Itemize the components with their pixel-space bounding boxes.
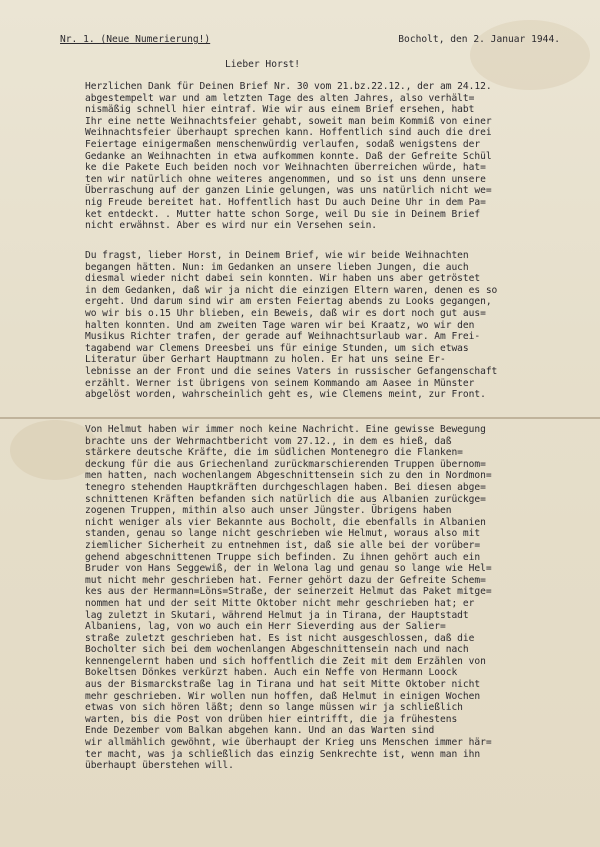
text-line: nig Freude bereitet hat. Hoffentlich hast Du auch Deine Uhr in dem Pa= <box>85 196 486 208</box>
text-line: erzählt. Werner ist übrigens von seinem Kommando am Aasee in Münster <box>85 377 475 389</box>
text-line: ter macht, was ja schließlich das einzig Senkrechte ist, wenn man ihn <box>85 748 481 760</box>
text-line: straße zuletzt geschrieben hat. Es ist nicht ausgeschlossen, daß die <box>85 632 475 644</box>
paragraph-3 <box>85 424 595 772</box>
text-line: men hatten, nach wochenlangem Abgeschnittensein sich zu den in Nordmon= <box>85 470 492 482</box>
text-line: nicht erwähnst. Aber es wird nur ein Versehen sein. <box>85 220 378 232</box>
text-line: Bruder von Hans Seggewiß, der in Welona lag und genau so lange wie Hel= <box>85 563 492 575</box>
paragraph-1 <box>85 81 595 232</box>
text-line: Albaniens, lag, von wo auch ein Herr Sieverding aus der Salier= <box>85 621 446 633</box>
paper-stain <box>470 20 590 90</box>
text-line: ke die Pakete Euch beiden noch vor Weihnachten überreichen würde, hat= <box>85 162 486 174</box>
text-line: aus der Bismarckstraße lag in Tirana und hat seit Mitte Oktober nicht <box>85 679 481 691</box>
text-line: mut nicht mehr geschrieben hat. Ferner gehört dazu der Gefreite Schem= <box>85 574 486 586</box>
text-line: ten wir natürlich ohne weiteres angenommen, und so ist uns denn unsere <box>85 173 486 185</box>
text-line: wo wir bis o.15 Uhr blieben, ein Beweis, daß wir es dort noch gut aus= <box>85 307 486 319</box>
text-line: nommen hat und der seit Mitte Oktober nicht mehr geschrieben hat; er <box>85 597 475 609</box>
text-line: mehr geschrieben. Wir wollen nun hoffen, daß Helmut in einigen Wochen <box>85 690 481 702</box>
text-line: nismäßig schnell hier eintraf. Wie wir aus einem Brief ersehen, habt <box>85 104 475 116</box>
text-line: gehend abgeschnittenen Truppe sich befinden. Zu ihnen gehört auch ein <box>85 551 481 563</box>
text-line: warten, bis die Post von drüben hier eintrifft, die ja frühestens <box>85 713 458 725</box>
text-line: ziemlicher Sicherheit zu entnehmen ist, daß sie alle bei der vorüber= <box>85 539 481 551</box>
text-line: Bocholter sich bei dem wochenlangen Abgeschnittensein nach und nach <box>85 644 469 656</box>
text-line: Du fragst, lieber Horst, in Deinem Brief, wie wir beide Weihnachten <box>85 250 469 261</box>
text-line: schnittenen Kräften befanden sich natürlich die aus Albanien zurückge= <box>85 493 486 505</box>
text-line: stärkere deutsche Kräfte, die im südlichen Montenegro die Flanken= <box>85 447 463 459</box>
letter-number: Nr. 1. (Neue Numerierung!) <box>60 34 211 45</box>
text-line: Herzlichen Dank für Deinen Brief Nr. 30 vom 21.bz.22.12., der am 24.12. <box>85 81 492 92</box>
text-line: Ende Dezember vom Balkan abgehen kann. Und an das Warten sind <box>85 725 435 737</box>
text-line: nicht weniger als vier Bekannte aus Bocholt, die ebenfalls in Albanien <box>85 516 486 528</box>
text-line: Feiertage einigermaßen menschenwürdig verlaufen, sodaß wenigstens der <box>85 138 481 150</box>
text-line: diesmal wieder nicht dabei sein konnten. Wir haben uns aber getröstet <box>85 273 481 285</box>
text-line: halten konnten. Und am zweiten Tage waren wir bei Kraatz, wo wir den <box>85 319 475 331</box>
text-line: begangen hätten. Nun: im Gedanken an unsere lieben Jungen, die auch <box>85 261 469 273</box>
text-line: in dem Gedanken, daß wir ja nicht die einzigen Eltern waren, denen es so <box>85 284 498 296</box>
text-line: ergeht. Und darum sind wir am ersten Feiertag abends zu Looks gegangen, <box>85 296 492 308</box>
paper-fold <box>0 417 600 419</box>
text-line: Überraschung auf der ganzen Linie gelungen, was uns natürlich nicht we= <box>85 185 492 197</box>
text-line: tagabend war Clemens Dreesbei uns für einige Stunden, um sich etwas <box>85 342 469 354</box>
letter-header <box>60 34 560 46</box>
text-line: Literatur über Gerhart Hauptmann zu holen. Er hat uns seine Er- <box>85 354 446 366</box>
text-line: Bokeltsen Dönkes verkürzt haben. Auch ein Neffe von Hermann Loock <box>85 667 458 679</box>
text-line: Musikus Richter trafen, der gerade auf Weihnachtsurlaub war. Am Frei- <box>85 331 481 343</box>
paragraph-2 <box>85 250 595 401</box>
text-line: lebnisse an der Front und die seines Vaters in russischer Gefangenschaft <box>85 365 498 377</box>
text-line: wir allmählich gewöhnt, wie überhaupt der Krieg uns Menschen immer här= <box>85 737 492 749</box>
text-line: Gedanke an Weihnachten in etwa aufkommen konnte. Daß der Gefreite Schül <box>85 150 492 162</box>
text-line: kennengelernt haben und sich hoffentlich die Zeit mit dem Erzählen von <box>85 655 486 667</box>
text-line: brachte uns der Wehrmachtbericht vom 27.12., in dem es hieß, daß <box>85 435 452 447</box>
text-line: deckung für die aus Griechenland zurückmarschierenden Truppen übernom= <box>85 458 486 470</box>
text-line: zogenen Truppen, mithin also auch unser Jüngster. Übrigens haben <box>85 505 452 517</box>
place-date: Bocholt, den 2. Januar 1944. <box>398 34 560 45</box>
text-line: Von Helmut haben wir immer noch keine Nachricht. Eine gewisse Bewegung <box>85 424 486 435</box>
text-line: standen, genau so lange nicht geschrieben wie Helmut, woraus also mit <box>85 528 481 540</box>
text-line: abgelöst worden, wahrscheinlich geht es, wie Clemens meint, zur Front. <box>85 389 486 401</box>
text-line: Weihnachtsfeier überhaupt sprechen kann. Hoffentlich sind auch die drei <box>85 127 492 139</box>
text-line: lag zuletzt in Skutari, während Helmut ja in Tirana, der Hauptstadt <box>85 609 469 621</box>
salutation: Lieber Horst! <box>225 59 301 70</box>
text-line: ket entdeckt. . Mutter hatte schon Sorge, weil Du sie in Deinem Brief <box>85 208 481 220</box>
text-line: abgestempelt war und am letzten Tage des alten Jahres, also verhält= <box>85 92 475 104</box>
text-line: tenegro stehenden Hauptkräften durchgeschlagen haben. Bei diesen abge= <box>85 481 486 493</box>
text-line: etwas von sich hören läßt; denn so lange müssen wir ja schließlich <box>85 702 463 714</box>
text-line: kes aus der Hermann=Löns=Straße, der seinerzeit Helmut das Paket mitge= <box>85 586 492 598</box>
text-line: Ihr eine nette Weihnachtsfeier gehabt, soweit man beim Kommiß von einer <box>85 115 492 127</box>
text-line: überhaupt überstehen will. <box>85 760 234 772</box>
